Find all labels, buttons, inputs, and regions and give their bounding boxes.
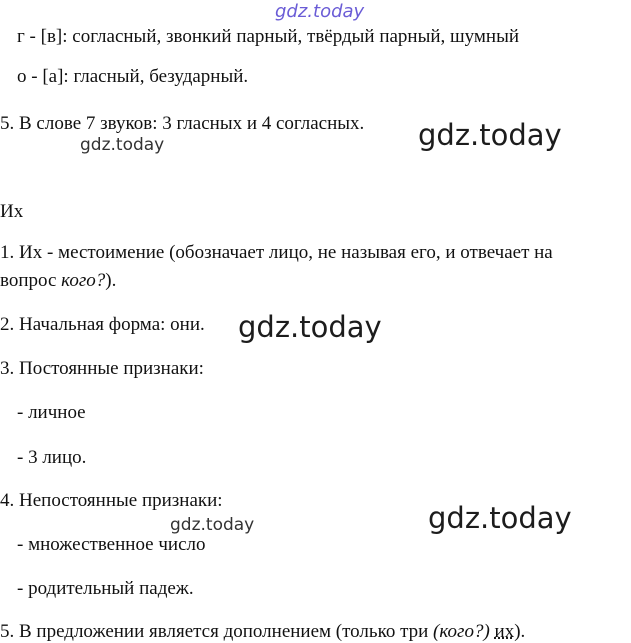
paragraph-5-question: (кого?) (433, 621, 490, 642)
paragraph-1-line-1: 1. Их - местоимение (обозначает лицо, не называя его, и отвечает на (0, 242, 553, 263)
word-heading: Их (0, 201, 24, 222)
paragraph-3-item-2: - 3 лицо. (17, 447, 87, 468)
paragraph-3: 3. Постоянные признаки: (0, 358, 204, 379)
watermark-top: gdz.today (275, 1, 365, 22)
paragraph-1-line-2 (0, 270, 116, 292)
paragraph-4-item-2: - родительный падеж. (17, 578, 194, 599)
watermark-small-1: gdz.today (80, 135, 165, 155)
paragraph-4: 4. Непостоянные признаки: (0, 490, 223, 511)
watermark-large-2: gdz.today (238, 310, 382, 344)
watermark-small-2: gdz.today (170, 515, 255, 535)
phoneme-line-o: о - [а]: гласный, безударный. (17, 66, 249, 87)
question-prefix: вопрос (0, 270, 62, 291)
phoneme-line-g: г - [в]: согласный, звонкий парный, твёрдый парный, шумный (17, 26, 520, 47)
paragraph-5-word: их (494, 621, 515, 642)
watermark-large-3: gdz.today (428, 501, 572, 535)
paragraph-4-item-1: - множественное число (17, 534, 206, 555)
paragraph-3-item-1: - личное (17, 402, 86, 423)
paragraph-5-suffix: ). (514, 621, 526, 642)
paragraph-5-text: 5. В предложении является дополнением (только три (0, 621, 434, 642)
question-suffix: ). (105, 270, 117, 291)
question-word: кого? (61, 270, 106, 291)
sound-count-line: 5. В слове 7 звуков: 3 гласных и 4 согласных. (0, 113, 365, 134)
paragraph-2: 2. Начальная форма: они. (0, 314, 205, 335)
watermark-large-1: gdz.today (418, 118, 562, 152)
paragraph-5 (0, 621, 525, 643)
